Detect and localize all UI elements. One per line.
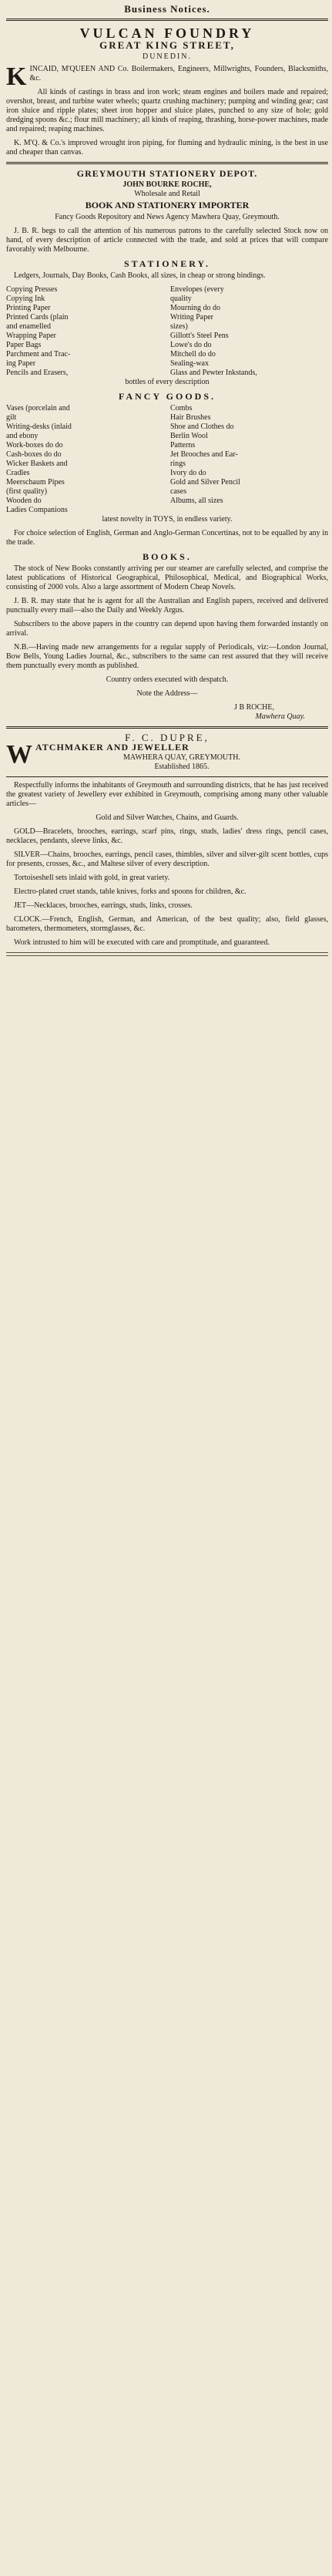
- vulcan-firm: [6, 62, 328, 91]
- vulcan-body: All kinds of castings in brass and iron work; steam engines and boilers made and repaired; overshot, breast, and turbine water wheels; quartz crushing machinery; pumping and winding gear; cast iron sluice and ripple plates; sheet iron hopper and sluice plates, punched to any size of hole; gold dredging spoons &c.; flour mill machinery; all kinds of reaping, thrashing, horse-power machines, made and repaired; reaping machines.: [6, 88, 328, 133]
- list-item: Cash-boxes do do: [6, 450, 62, 459]
- list-item: Albums, all sizes: [170, 497, 223, 505]
- list-item: Shoe and Clothes do: [170, 423, 234, 431]
- list-item: Copying Ink: [6, 295, 45, 303]
- list-item: (first quality): [6, 487, 48, 496]
- list-item: Work-boxes do do: [6, 441, 63, 450]
- list-item: Parchment and Trac-: [6, 350, 71, 359]
- list-item: rings: [170, 460, 186, 468]
- dupre-gold: GOLD—Bracelets, brooches, earrings, scarf pins, rings, studs, ladies' dress rings, pencil cases, necklaces, pendants, sleeve links, &c.: [6, 827, 328, 845]
- dupre-jet: JET—Necklaces, brooches, earrings, studs, links, crosses.: [14, 901, 193, 910]
- list-item: Gold and Silver Pencil: [170, 478, 240, 487]
- list-item: Vases (porcelain and: [6, 404, 70, 412]
- depot-intro: J. B. R. begs to call the attention of his numerous patrons to the carefully selected Stock now on hand, of every description of article connected with the trade, and sold at prices that will compare favorably with Melbourne.: [6, 227, 328, 254]
- list-item: Combs: [170, 404, 193, 412]
- list-item: Writing-desks (inlaid: [6, 423, 72, 431]
- depot-address: Fancy Goods Repository and News Agency Mawhera Quay, Greymouth.: [55, 213, 280, 221]
- list-item: and enamelled: [6, 322, 52, 331]
- dupre-trade-text: ATCHMAKER AND JEWELLER: [35, 742, 189, 753]
- signature-place: Mawhera Quay.: [255, 712, 305, 721]
- fancy-goods-list: [6, 404, 328, 515]
- list-item: quality: [170, 295, 192, 303]
- list-item: Mitchell do do: [170, 350, 216, 359]
- vulcan-street: GREAT KING STREET,: [99, 39, 235, 51]
- dupre-name: F. C. DUPRE,: [125, 732, 210, 743]
- signature-name: J B ROCHE,: [234, 703, 274, 712]
- list-item: Wicker Baskets and: [6, 460, 68, 468]
- vulcan-dropcap: K: [6, 62, 27, 91]
- greymouth-stationery-ad: [6, 169, 328, 722]
- list-item: Mourning do do: [170, 304, 220, 312]
- list-item: [170, 506, 328, 515]
- list-item: Copying Presses: [6, 285, 58, 294]
- section-title: Business Notices.: [124, 3, 210, 15]
- agent-note: J. B. R. may state that he is agent for all the Australian and English papers, received and delivered punctually every mail—also the Daily and Weekly Argus.: [6, 597, 328, 615]
- nb-note: N.B.—Having made new arrangements for a regular supply of Periodicals, viz:—London Journal, Bow Bells, Young Ladies Journal, &c., subscribers to the same can rest assured that they will receive them punctually every month as published.: [6, 643, 328, 670]
- list-item: gilt: [6, 413, 17, 422]
- list-item: Writing Paper: [170, 313, 213, 322]
- list-item: Jet Brooches and Ear-: [170, 450, 238, 459]
- dupre-work: Work intrusted to him will be executed with care and promptitude, and guaranteed.: [14, 938, 270, 947]
- dupre-intro: Respectfully informs the inhabitants of Greymouth and surrounding districts, that he has just received the greatest variety of Jewellery ever exhibited in Greymouth, comprising among many other valuable articles—: [6, 781, 328, 808]
- owner-name: JOHN BOURKE ROCHE,: [122, 180, 212, 189]
- dupre-electro: Electro-plated cruet stands, table knives, forks and spoons for children, &c.: [14, 887, 246, 896]
- dupre-dropcap: W: [6, 740, 32, 769]
- list-item: Ivory do do: [170, 469, 206, 477]
- list-item: Envelopes (every: [170, 285, 224, 294]
- vulcan-piping: K. M'Q. & Co.'s improved wrought iron piping, for fluming and hydraulic mining, is the best in use and cheaper than canvas.: [6, 139, 328, 157]
- list-item: Ladies Companions: [6, 506, 68, 514]
- divider: [6, 952, 328, 956]
- vulcan-city: DUNEDIN.: [142, 52, 193, 61]
- importer-line: BOOK AND STATIONERY IMPORTER: [85, 200, 250, 210]
- vulcan-name: VULCAN FOUNDRY: [79, 25, 255, 41]
- trade-type: Wholesale and Retail: [134, 190, 200, 198]
- list-item: Patterns: [170, 441, 196, 450]
- divider: [6, 19, 328, 21]
- fancy-tail: latest novelty in TOYS, in endless variety.: [102, 515, 233, 524]
- list-item: cases: [170, 487, 187, 496]
- concertinas: For choice selection of English, German and Anglo-German Concertinas, not to be equalled by any in the trade.: [6, 529, 328, 547]
- dupre-established: Established 1865.: [154, 763, 210, 771]
- dupre-address: MAWHERA QUAY, GREYMOUTH.: [123, 753, 240, 762]
- address-note: Note the Address—: [136, 689, 198, 698]
- vulcan-firm-text: INCAID, M'QUEEN AND Co. Boilermakers, Engineers, Millwrights, Founders, Blacksmiths, &c.: [29, 65, 328, 82]
- list-item: Lowe's do do: [170, 341, 212, 349]
- list-item: Printing Paper: [6, 304, 51, 312]
- fancy-goods-heading: FANCY GOODS.: [119, 391, 216, 402]
- divider: [6, 776, 328, 777]
- dupre-tortoiseshell: Tortoiseshell sets inlaid with gold, in great variety.: [14, 874, 170, 882]
- list-item: Cradles: [6, 469, 30, 477]
- list-item: Glass and Pewter Inkstands,: [170, 369, 257, 377]
- books-body: The stock of New Books constantly arriving per our steamer are carefully selected, and comprise the latest publications of Historical Geographical, Philosophical, Medical, and Biographical Works, consisting of 2000 vols. Also a large assortment of Modern Cheap Novels.: [6, 564, 328, 591]
- list-item: Printed Cards (plain: [6, 313, 69, 322]
- list-item: Meerschaum Pipes: [6, 478, 65, 487]
- stationery-tail: bottles of every description: [125, 378, 210, 386]
- divider: [6, 726, 328, 729]
- stationery-list: [6, 285, 328, 378]
- books-heading: BOOKS.: [143, 551, 192, 562]
- list-item: ing Paper: [6, 359, 36, 368]
- list-item: Hair Brushes: [170, 413, 211, 422]
- list-item: Sealing-wax: [170, 359, 209, 368]
- list-item: Berlin Wool: [170, 432, 208, 440]
- notices-column: [6, 0, 328, 956]
- list-item: Pencils and Erasers,: [6, 369, 69, 377]
- depot-name: GREYMOUTH STATIONERY DEPOT.: [76, 168, 258, 179]
- dupre-clock: CLOCK.—French, English, German, and American, of the best quality; also, field glasses, barometers, thermometers, stormglasses, &c.: [6, 915, 328, 933]
- dupre-silver: SILVER—Chains, brooches, earrings, pencil cases, thimbles, silver and silver-gilt scent bottles, cups for presents, crosses, &c., and Maltese silver of every description.: [6, 850, 328, 868]
- country-orders: Country orders executed with despatch.: [106, 675, 229, 684]
- vulcan-foundry-ad: [6, 25, 328, 157]
- stationery-heading: STATIONERY.: [123, 258, 211, 269]
- subscribers-note: Subscribers to the above papers in the country can depend upon having them forwarded instantly on arrival.: [6, 620, 328, 638]
- list-item: Paper Bags: [6, 341, 42, 349]
- list-item: and ebony: [6, 432, 39, 440]
- list-item: Wrapping Paper: [6, 332, 56, 340]
- stationery-lead: Ledgers, Journals, Day Books, Cash Books, all sizes, in cheap or strong bindings.: [14, 271, 266, 280]
- list-item: sizes): [170, 322, 188, 331]
- dupre-ad: [6, 733, 328, 956]
- dupre-watches: Gold and Silver Watches, Chains, and Guards.: [96, 813, 239, 822]
- divider: [6, 162, 328, 164]
- list-item: Gillott's Steel Pens: [170, 332, 229, 340]
- list-item: Wooden do: [6, 497, 42, 505]
